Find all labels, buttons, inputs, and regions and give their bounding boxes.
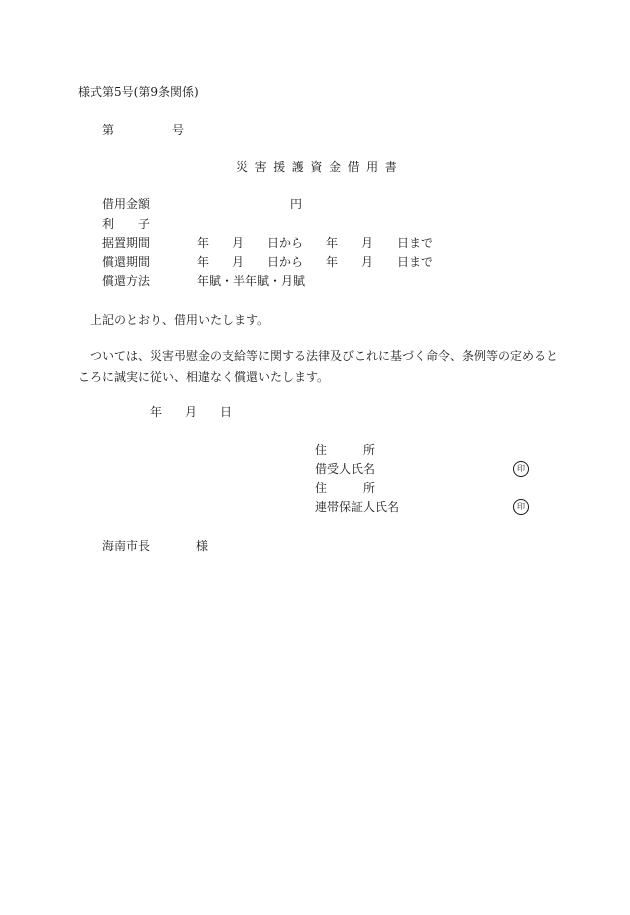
interest-label: 利 子 [102,217,151,231]
address-label-2: 住 所 [315,481,376,495]
title-char: 害 [254,160,267,174]
addressee-honorific: 様 [196,539,209,553]
form-id: 様式第5号(第9条関係) [78,85,199,99]
title-char: 援 [273,160,286,174]
deferment-label: 据置期間 [102,236,151,250]
seal-icon: 印 [513,499,529,515]
repayment-to-month: 月 [361,255,374,269]
date-month: 月 [185,405,198,419]
repayment-to-day: 日まで [397,255,434,269]
borrower-name-label: 借受人氏名 [315,462,376,476]
method-label: 償還方法 [102,274,151,288]
deferment-to-day: 日まで [397,236,434,250]
repayment-from-day: 日から [267,255,304,269]
title-char: 災 [236,160,249,174]
amount-label: 借用金額 [102,197,151,211]
date-day: 日 [220,405,233,419]
deferment-from-day: 日から [267,236,304,250]
amount-unit: 円 [290,197,303,211]
deferment-to-year: 年 [326,236,339,250]
title-char: 借 [347,160,360,174]
number-prefix: 第 [102,123,115,137]
repayment-label: 償還期間 [102,255,151,269]
seal-icon: 印 [513,461,529,477]
number-suffix: 号 [172,123,185,137]
date-year: 年 [150,405,163,419]
deferment-to-month: 月 [361,236,374,250]
address-label: 住 所 [315,443,376,457]
repayment-from-year: 年 [197,255,210,269]
title-char: 護 [291,160,304,174]
title-char: 用 [366,160,379,174]
repayment-to-year: 年 [326,255,339,269]
deferment-from-year: 年 [197,236,210,250]
document-title [236,161,397,173]
body-paragraph-1: 上記のとおり、借用いたします。 [90,313,270,327]
title-char: 資 [310,160,323,174]
method-value: 年賦・半年賦・月賦 [197,274,306,288]
body-paragraph-2-line-2: ころに誠実に従い、相違なく償還いたします。 [78,370,330,384]
body-paragraph-2-line-1: ついては、災害弔慰金の支給等に関する法律及びこれに基づく命令、条例等の定めると [90,349,559,363]
deferment-from-month: 月 [232,236,245,250]
repayment-from-month: 月 [232,255,245,269]
title-char: 書 [384,160,397,174]
guarantor-name-label: 連帯保証人氏名 [315,500,400,514]
title-char: 金 [328,160,341,174]
addressee-name: 海南市長 [102,539,151,553]
